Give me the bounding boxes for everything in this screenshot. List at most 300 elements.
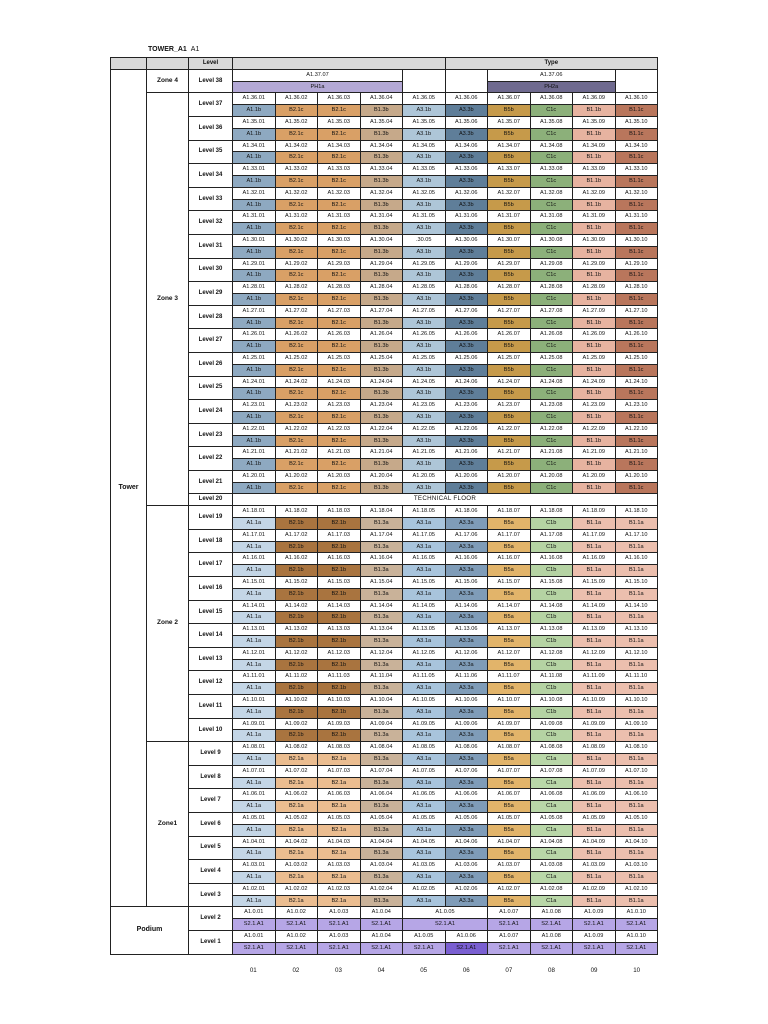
level-label: Level 3 [189,883,233,907]
unit-type: B5a [488,683,531,695]
level-label: Level 26 [189,352,233,376]
unit-type: B1.1c [615,175,658,187]
unit-type: A3.1b [403,411,446,423]
level-label: Level 28 [189,305,233,329]
unit-type: B1.1b [573,435,616,447]
unit-type: C1b [530,683,573,695]
unit-type: B1.1a [615,871,658,883]
unit-type: A1.1a [233,871,276,883]
unit-type: B1.3b [360,246,403,258]
unit-type: B1.3b [360,175,403,187]
unit-code: A1.26.06 [445,329,488,341]
unit-code: A1.25.02 [275,352,318,364]
unit-type: A3.1b [403,435,446,447]
unit-code: A1.12.04 [360,647,403,659]
column-number: 09 [590,967,598,974]
unit-type: C1c [530,293,573,305]
unit-code: A1.02.10 [615,883,658,895]
unit-type: B2.1c [275,105,318,117]
unit-code: A1.21.10 [615,447,658,459]
unit-code: A1.04.03 [318,836,361,848]
unit-code: A1.30.08 [530,234,573,246]
unit-code: A1.14.07 [488,600,531,612]
unit-type: B2.1b [318,730,361,742]
unit-code: A1.35.07 [488,116,531,128]
unit-type: B1.3a [360,777,403,789]
unit-code: A1.20.09 [573,470,616,482]
unit-type: B5a [488,612,531,624]
unit-type: B5a [488,801,531,813]
unit-type: A1.1b [233,105,276,117]
unit-type: B2.1b [318,659,361,671]
unit-type: B2.1a [318,777,361,789]
unit-type: A3.1a [403,636,446,648]
unit-code: A1.21.02 [275,447,318,459]
table-row [111,494,658,506]
unit-type: B2.1c [275,482,318,494]
unit-type: B2.1c [275,152,318,164]
unit-code: A1.28.02 [275,282,318,294]
unit-code: A1.16.05 [403,553,446,565]
unit-type: A3.1a [403,801,446,813]
level-label: Level 22 [189,447,233,471]
unit-schedule-table [110,57,658,955]
column-number: 01 [249,967,257,974]
unit-type: A1.1a [233,730,276,742]
unit-code: A1.10.01 [233,695,276,707]
table-row [111,600,658,612]
level-label: Level 9 [189,742,233,766]
table-row [111,624,658,636]
unit-type: B1.1a [573,541,616,553]
unit-type: A3.3b [445,105,488,117]
unit-type: B5a [488,730,531,742]
unit-type: A3.1b [403,293,446,305]
unit-type: A3.1b [403,175,446,187]
unit-code: A1.33.04 [360,164,403,176]
level-label: Level 14 [189,624,233,648]
unit-type: B2.1b [275,706,318,718]
unit-code: A1.05.04 [360,813,403,825]
unit-code: A1.20.02 [275,470,318,482]
unit-type: B1.3b [360,364,403,376]
unit-type: B1.1a [615,683,658,695]
unit-type: B1.3b [360,293,403,305]
unit-code: A1.26.10 [615,329,658,341]
unit-type: B1.1b [573,482,616,494]
unit-type: S2.1.A1 [233,919,276,931]
unit-type: C1c [530,459,573,471]
unit-type: A1.1a [233,541,276,553]
unit-code: A1.12.07 [488,647,531,659]
unit-type: B5b [488,223,531,235]
unit-code: A1.07.05 [403,765,446,777]
unit-type: B1.1b [573,223,616,235]
unit-type: A3.1b [403,152,446,164]
unit-code: A1.33.06 [445,164,488,176]
unit-type: S2.1.A1 [530,942,573,954]
unit-code: A1.0.07 [488,907,531,919]
unit-code: A1.0.08 [530,907,573,919]
unit-code: A1.15.04 [360,577,403,589]
table-row [111,553,658,565]
unit-type: S2.1.A1 [318,919,361,931]
unit-code: A1.33.03 [318,164,361,176]
level-label: Level 30 [189,258,233,282]
unit-code: A1.25.03 [318,352,361,364]
unit-code: A1.17.03 [318,529,361,541]
level-label: Level 4 [189,860,233,884]
unit-type: B2.1c [318,175,361,187]
level-label: Level 24 [189,400,233,424]
unit-type: A3.3b [445,223,488,235]
unit-code: A1.21.01 [233,447,276,459]
unit-type: C1c [530,105,573,117]
unit-code: A1.02.04 [360,883,403,895]
unit-type: B5b [488,175,531,187]
unit-code: A1.18.05 [403,506,446,518]
unit-code: A1.34.08 [530,140,573,152]
unit-type: A1.1a [233,895,276,907]
unit-type: B1.1c [615,459,658,471]
unit-type: B2.1c [275,246,318,258]
unit-code: A1.04.05 [403,836,446,848]
unit-type: A1.1a [233,565,276,577]
unit-type: B1.1b [573,411,616,423]
unit-code: A1.32.10 [615,187,658,199]
unit-type: B2.1c [318,411,361,423]
unit-type: B5b [488,128,531,140]
level-label: Level 17 [189,553,233,577]
unit-type: A3.3a [445,588,488,600]
unit-type: A3.3a [445,777,488,789]
unit-type: B1.1a [573,659,616,671]
unit-type: A1.1a [233,659,276,671]
unit-code: A1.18.08 [530,506,573,518]
unit-type: C1a [530,777,573,789]
unit-type: B2.1c [318,364,361,376]
unit-code: A1.08.01 [233,742,276,754]
table-row [111,836,658,848]
unit-code: A1.05.01 [233,813,276,825]
unit-code: A1.37.07 [233,69,403,81]
unit-code: A1.32.01 [233,187,276,199]
unit-code: A1.07.06 [445,765,488,777]
unit-type: B1.1b [573,105,616,117]
unit-type: A3.1b [403,223,446,235]
unit-code: A1.09.07 [488,718,531,730]
level-label: Level 31 [189,234,233,258]
unit-type: C1a [530,754,573,766]
table-row [111,116,658,128]
unit-type: B1.3a [360,871,403,883]
unit-type: C1c [530,341,573,353]
unit-code: A1.23.08 [530,400,573,412]
table-row [111,577,658,589]
unit-type: S2.1.A1 [445,942,488,954]
unit-type: C1a [530,895,573,907]
unit-type: B1.3a [360,683,403,695]
table-row [111,69,658,81]
column-number: 05 [420,967,428,974]
unit-code: A1.07.02 [275,765,318,777]
unit-type: B1.1a [573,636,616,648]
unit-type: B5b [488,482,531,494]
unit-type: A3.3b [445,293,488,305]
unit-code: A1.31.04 [360,211,403,223]
unit-code: A1.22.04 [360,423,403,435]
unit-type: B1.1c [615,105,658,117]
unit-code: A1.21.05 [403,447,446,459]
unit-type: C1a [530,824,573,836]
unit-code: A1.24.02 [275,376,318,388]
header-type: Type [445,58,658,70]
unit-type: B1.1c [615,223,658,235]
unit-code: A1.03.01 [233,860,276,872]
unit-code: A1.36.09 [573,93,616,105]
unit-type: B1.3a [360,824,403,836]
unit-code: A1.03.10 [615,860,658,872]
column-number: 04 [377,967,385,974]
unit-code: A1.0.01 [233,930,276,942]
unit-code: A1.18.04 [360,506,403,518]
unit-type: B1.1a [615,518,658,530]
unit-type: A1.1b [233,270,276,282]
unit-code: A1.26.04 [360,329,403,341]
unit-code: A1.26.01 [233,329,276,341]
unit-code: A1.23.02 [275,400,318,412]
unit-code: A1.13.01 [233,624,276,636]
unit-code: A1.02.08 [530,883,573,895]
unit-code: A1.03.05 [403,860,446,872]
unit-type: B1.1c [615,341,658,353]
unit-type: B2.1c [318,246,361,258]
unit-code: A1.11.05 [403,671,446,683]
unit-code: A1.35.09 [573,116,616,128]
unit-code: A1.0.02 [275,907,318,919]
unit-code: A1.36.07 [488,93,531,105]
unit-code: A1.02.01 [233,883,276,895]
unit-code: A1.25.10 [615,352,658,364]
unit-code: A1.14.05 [403,600,446,612]
unit-type: B1.1c [615,270,658,282]
unit-type: A3.1b [403,270,446,282]
unit-code: A1.31.08 [530,211,573,223]
unit-code: A1.18.09 [573,506,616,518]
unit-type: C1b [530,706,573,718]
unit-type: A3.3a [445,683,488,695]
unit-code: A1.09.05 [403,718,446,730]
unit-code: A1.36.03 [318,93,361,105]
unit-code: A1.28.10 [615,282,658,294]
unit-code: A1.17.10 [615,529,658,541]
unit-code: A1.36.08 [530,93,573,105]
unit-type: A1.1b [233,435,276,447]
unit-code: A1.21.06 [445,447,488,459]
unit-code: A1.12.03 [318,647,361,659]
table-row [111,305,658,317]
tower-title: TOWER_A1 [148,46,187,53]
unit-type: A1.1b [233,293,276,305]
unit-code: A1.12.09 [573,647,616,659]
unit-code: A1.27.01 [233,305,276,317]
unit-code: A1.21.08 [530,447,573,459]
unit-type: A3.1b [403,388,446,400]
unit-code: A1.33.02 [275,164,318,176]
unit-code: A1.35.08 [530,116,573,128]
unit-type: A1.1b [233,175,276,187]
unit-type: B1.1c [615,152,658,164]
level-label: Level 8 [189,765,233,789]
unit-type: A3.1a [403,848,446,860]
unit-code: A1.36.05 [403,93,446,105]
level-label: Level 6 [189,813,233,837]
unit-type: B2.1a [275,871,318,883]
unit-type: B1.1c [615,293,658,305]
unit-code: A1.34.03 [318,140,361,152]
unit-code: A1.14.01 [233,600,276,612]
unit-code: A1.32.06 [445,187,488,199]
unit-type: B1.3b [360,411,403,423]
unit-type: A3.1b [403,482,446,494]
unit-code: A1.04.02 [275,836,318,848]
unit-code: A1.08.06 [445,742,488,754]
unit-type: C1b [530,565,573,577]
unit-type: B2.1c [275,175,318,187]
unit-type: S2.1.A1 [403,919,488,931]
unit-code: A1.25.07 [488,352,531,364]
unit-code: A1.10.10 [615,695,658,707]
unit-type: C1b [530,636,573,648]
unit-code: A1.08.05 [403,742,446,754]
unit-type: A1.1b [233,388,276,400]
unit-code: A1.35.05 [403,116,446,128]
unit-type: C1c [530,128,573,140]
unit-code: A1.25.06 [445,352,488,364]
unit-type: B1.1c [615,411,658,423]
unit-type: A1.1a [233,612,276,624]
unit-type: B5a [488,754,531,766]
unit-type: B2.1a [318,754,361,766]
unit-code: A1.07.07 [488,765,531,777]
unit-type: A3.1a [403,612,446,624]
unit-code: A1.13.09 [573,624,616,636]
unit-type: B2.1c [318,435,361,447]
unit-type: B1.1a [573,565,616,577]
unit-type: A3.3b [445,435,488,447]
unit-code: A1.10.05 [403,695,446,707]
unit-code: A1.34.07 [488,140,531,152]
unit-type: B1.1b [573,341,616,353]
unit-code: A1.31.06 [445,211,488,223]
unit-type: C1c [530,411,573,423]
unit-type: B2.1b [275,518,318,530]
unit-code: A1.17.08 [530,529,573,541]
unit-code: A1.27.10 [615,305,658,317]
unit-code: A1.09.04 [360,718,403,730]
unit-type: C1c [530,152,573,164]
unit-code: A1.0.10 [615,907,658,919]
unit-code: A1.36.10 [615,93,658,105]
unit-type: B5b [488,105,531,117]
table-row [111,187,658,199]
header-blank [147,58,189,70]
unit-code: A1.26.07 [488,329,531,341]
unit-code: A1.26.02 [275,329,318,341]
unit-type: B1.1a [573,754,616,766]
unit-type: C1c [530,270,573,282]
level-label: Level 29 [189,282,233,306]
unit-code: A1.28.03 [318,282,361,294]
unit-code: A1.12.10 [615,647,658,659]
unit-type: B2.1b [275,730,318,742]
unit-type: A3.1b [403,199,446,211]
unit-code: A1.07.03 [318,765,361,777]
unit-code: A1.07.08 [530,765,573,777]
unit-type: S2.1.A1 [488,919,531,931]
unit-code: A1.25.01 [233,352,276,364]
unit-code: A1.27.02 [275,305,318,317]
unit-type: B1.3a [360,588,403,600]
unit-type: C1b [530,518,573,530]
unit-type: S2.1.A1 [615,942,658,954]
unit-code: A1.29.04 [360,258,403,270]
unit-code: A1.03.09 [573,860,616,872]
unit-type: S2.1.A1 [360,942,403,954]
unit-code: A1.24.04 [360,376,403,388]
unit-code: A1.13.08 [530,624,573,636]
unit-code: A1.02.03 [318,883,361,895]
unit-type: A1.1b [233,223,276,235]
unit-type: B1.1b [573,364,616,376]
unit-code: A1.06.04 [360,789,403,801]
unit-type: B5b [488,270,531,282]
unit-code: A1.20.04 [360,470,403,482]
unit-code: A1.30.06 [445,234,488,246]
unit-code: A1.11.06 [445,671,488,683]
unit-type: B1.1c [615,246,658,258]
unit-type: B1.3a [360,754,403,766]
level-label: Level 5 [189,836,233,860]
header-level: Level [189,58,233,70]
unit-type: B2.1c [318,152,361,164]
unit-code: A1.05.03 [318,813,361,825]
unit-code: A1.04.08 [530,836,573,848]
unit-code: A1.29.10 [615,258,658,270]
unit-type: B1.3b [360,459,403,471]
unit-type: A3.3a [445,730,488,742]
unit-code: A1.15.02 [275,577,318,589]
unit-type: A1.1a [233,683,276,695]
unit-type: A1.1a [233,754,276,766]
unit-code: A1.30.10 [615,234,658,246]
unit-type: A3.1b [403,105,446,117]
unit-type: B5a [488,706,531,718]
unit-code: A1.37.06 [488,69,616,81]
unit-code: A1.12.02 [275,647,318,659]
unit-type: B2.1c [318,105,361,117]
unit-type: A1.1a [233,518,276,530]
header-blank [233,58,446,70]
unit-code: A1.29.06 [445,258,488,270]
cell [615,69,658,93]
unit-type: B2.1a [318,895,361,907]
unit-type: B1.1a [615,541,658,553]
unit-type: B1.3a [360,541,403,553]
unit-type: B1.1a [615,824,658,836]
level-label: Level 12 [189,671,233,695]
unit-code: A1.09.02 [275,718,318,730]
